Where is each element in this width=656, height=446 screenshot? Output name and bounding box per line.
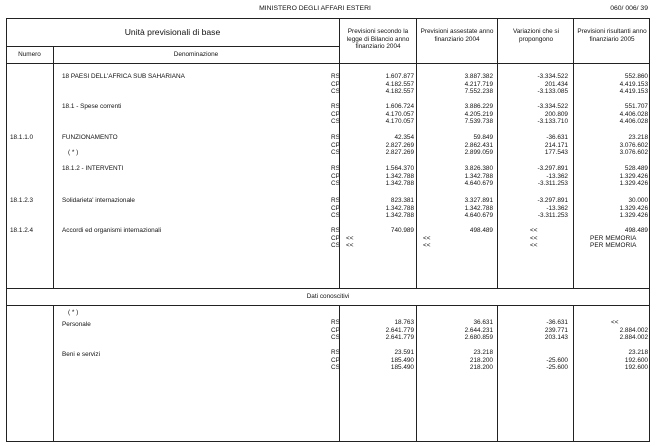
value-legge-2004: 1.607.877 bbox=[385, 73, 414, 80]
value-risultanti-2005: 2.884.002 bbox=[619, 326, 648, 334]
value-legge-2004: 823.381 bbox=[390, 197, 414, 204]
value-risultanti-2005: 1.329.426 bbox=[619, 180, 648, 188]
value-variazioni: << bbox=[530, 227, 538, 234]
value-assestate-2004: 2.899.059 bbox=[464, 149, 493, 157]
value-risultanti-2005: 551.707 bbox=[624, 103, 648, 110]
unit-title: Unità previsionali di base bbox=[124, 27, 221, 37]
value-variazioni: -3.133.710 bbox=[537, 118, 568, 126]
value-legge-2004: 2.641.779 bbox=[385, 334, 414, 342]
value-variazioni: -3.311.253 bbox=[537, 212, 568, 220]
value-assestate-2004: 4.640.679 bbox=[464, 212, 493, 220]
row-label: FUNZIONAMENTO bbox=[62, 134, 118, 141]
row-label: Solidarieta' internazionale bbox=[62, 197, 135, 204]
value-risultanti-2005: 2.884.002 bbox=[619, 334, 648, 342]
col-numero-line bbox=[53, 46, 54, 288]
value-variazioni: -13.362 bbox=[546, 204, 568, 212]
value-assestate-2004: << bbox=[423, 234, 431, 242]
value-assestate-2004: 2.862.431 bbox=[464, 141, 493, 149]
row-code: CS bbox=[331, 118, 340, 126]
row-label: 18.1.2 - INTERVENTI bbox=[62, 165, 124, 172]
row-code: RS bbox=[331, 165, 340, 172]
col4-header: Previsioni risultanti anno finanziario 2005 bbox=[577, 28, 647, 43]
row-label: Accordi ed organismi internazionali bbox=[62, 227, 162, 234]
value-legge-2004: 4.182.557 bbox=[385, 88, 414, 96]
value-variazioni: << bbox=[530, 234, 538, 242]
row-label: 18 PAESI DELL'AFRICA SUB SAHARIANA bbox=[62, 73, 185, 80]
dati-row-label: Personale bbox=[62, 321, 91, 328]
value-assestate-2004: 23.218 bbox=[473, 349, 493, 356]
value-assestate-2004: 218.200 bbox=[469, 356, 493, 364]
value-variazioni: 200.809 bbox=[544, 110, 568, 118]
col2-header: Previsioni assestate anno finanziario 2004 bbox=[420, 28, 494, 43]
value-risultanti-2005: 4.419.153 bbox=[619, 88, 648, 96]
value-assestate-2004: 218.200 bbox=[469, 364, 493, 372]
value-risultanti-2005: 23.218 bbox=[628, 134, 648, 141]
value-assestate-2004: 3.327.891 bbox=[464, 197, 493, 204]
value-legge-2004: 1.342.788 bbox=[385, 204, 414, 212]
value-legge-2004: 4.170.057 bbox=[385, 110, 414, 118]
value-risultanti-2005: 23.218 bbox=[628, 349, 648, 356]
value-risultanti-2005: 1.329.426 bbox=[619, 172, 648, 180]
row-sub-marker: ( * ) bbox=[68, 149, 79, 157]
dati-title: Dati conoscitivi bbox=[306, 293, 350, 300]
page-number: 060/ 006/ 39 bbox=[610, 5, 648, 12]
row-number: 18.1.2.4 bbox=[10, 227, 34, 234]
row-code: CS bbox=[331, 334, 340, 342]
row-code: RS bbox=[331, 73, 340, 80]
value-variazioni: 201.434 bbox=[544, 80, 568, 88]
row-code: RS bbox=[331, 134, 340, 141]
value-assestate-2004: 3.886.229 bbox=[464, 103, 493, 110]
value-variazioni: -3.133.085 bbox=[537, 88, 568, 96]
value-variazioni: << bbox=[530, 242, 538, 250]
col4-line bbox=[573, 18, 574, 288]
dati-bottom-line bbox=[6, 305, 650, 306]
value-legge-2004: 4.170.057 bbox=[385, 118, 414, 126]
value-legge-2004: 1.606.724 bbox=[385, 103, 414, 110]
value-risultanti-2005: PER MEMORIA bbox=[590, 234, 637, 242]
row-code: CS bbox=[331, 212, 340, 220]
value-risultanti-2005: 30.000 bbox=[628, 197, 648, 204]
value-risultanti-2005: << bbox=[611, 319, 619, 326]
col1-header: Previsioni secondo la legge di Bilancio anno finanziario 2004 bbox=[346, 28, 410, 51]
value-risultanti-2005: 4.406.028 bbox=[619, 110, 648, 118]
value-assestate-2004: 2.644.231 bbox=[464, 326, 493, 334]
row-code: CS bbox=[331, 180, 340, 188]
col3-header: Variazioni che si propongono bbox=[512, 28, 560, 43]
value-risultanti-2005: 192.600 bbox=[624, 364, 648, 372]
value-legge-2004: << bbox=[346, 234, 354, 242]
value-risultanti-2005: 1.329.426 bbox=[619, 212, 648, 220]
value-assestate-2004: 4.205.219 bbox=[464, 110, 493, 118]
value-variazioni: -3.334.522 bbox=[537, 103, 568, 110]
row-code: RS bbox=[331, 197, 340, 204]
value-assestate-2004: 2.680.859 bbox=[464, 334, 493, 342]
value-assestate-2004: << bbox=[423, 242, 431, 250]
value-legge-2004: 23.591 bbox=[394, 349, 414, 356]
value-legge-2004: 2.641.779 bbox=[385, 326, 414, 334]
row-code: CS bbox=[331, 149, 340, 157]
value-variazioni: -13.362 bbox=[546, 172, 568, 180]
value-risultanti-2005: 552.860 bbox=[624, 73, 648, 80]
value-assestate-2004: 1.342.788 bbox=[464, 172, 493, 180]
value-variazioni: -3.297.891 bbox=[537, 197, 568, 204]
value-legge-2004: << bbox=[346, 242, 354, 250]
dati-col-numero-line bbox=[53, 305, 54, 442]
dati-star-marker: ( * ) bbox=[68, 309, 79, 316]
value-variazioni: -36.631 bbox=[546, 134, 568, 141]
value-variazioni: 214.171 bbox=[544, 141, 568, 149]
value-legge-2004: 185.490 bbox=[390, 364, 414, 372]
value-assestate-2004: 7.552.238 bbox=[464, 88, 493, 96]
value-legge-2004: 740.989 bbox=[390, 227, 414, 234]
value-legge-2004: 42.354 bbox=[394, 134, 414, 141]
row-code: CP bbox=[331, 110, 340, 118]
value-variazioni: -3.334.522 bbox=[537, 73, 568, 80]
value-variazioni: -3.297.891 bbox=[537, 165, 568, 172]
value-risultanti-2005: 3.076.602 bbox=[619, 141, 648, 149]
value-risultanti-2005: 498.489 bbox=[624, 227, 648, 234]
row-code: CP bbox=[331, 356, 340, 364]
row-number: 18.1.1.0 bbox=[10, 134, 34, 141]
row-code: CP bbox=[331, 326, 340, 334]
value-risultanti-2005: 192.600 bbox=[624, 356, 648, 364]
dati-col4-line bbox=[573, 305, 574, 442]
value-assestate-2004: 7.539.738 bbox=[464, 118, 493, 126]
row-number: 18.1.2.3 bbox=[10, 197, 34, 204]
value-assestate-2004: 36.631 bbox=[473, 319, 493, 326]
value-risultanti-2005: 4.406.028 bbox=[619, 118, 648, 126]
row-code: CS bbox=[331, 88, 340, 96]
row-code: RS bbox=[331, 349, 340, 356]
value-assestate-2004: 498.489 bbox=[469, 227, 493, 234]
ministry-title: MINISTERO DEGLI AFFARI ESTERI bbox=[259, 5, 371, 12]
value-assestate-2004: 4.640.679 bbox=[464, 180, 493, 188]
value-variazioni: -25.600 bbox=[546, 364, 568, 372]
value-variazioni: -3.311.253 bbox=[537, 180, 568, 188]
value-assestate-2004: 59.849 bbox=[473, 134, 493, 141]
value-risultanti-2005: 4.419.153 bbox=[619, 80, 648, 88]
value-assestate-2004: 4.217.719 bbox=[464, 80, 493, 88]
col2-line bbox=[416, 18, 417, 288]
row-code: CP bbox=[331, 204, 340, 212]
header-bottom-line bbox=[6, 63, 650, 64]
row-code: CP bbox=[331, 80, 340, 88]
row-code: CP bbox=[331, 234, 340, 242]
value-variazioni: 177.543 bbox=[544, 149, 568, 157]
value-legge-2004: 18.763 bbox=[394, 319, 414, 326]
value-legge-2004: 1.564.370 bbox=[385, 165, 414, 172]
row-code: RS bbox=[331, 227, 340, 234]
value-risultanti-2005: PER MEMORIA bbox=[590, 242, 637, 250]
value-legge-2004: 4.182.557 bbox=[385, 80, 414, 88]
dati-col2-line bbox=[416, 305, 417, 442]
dati-row-label: Beni e servizi bbox=[62, 351, 101, 358]
value-risultanti-2005: 3.076.602 bbox=[619, 149, 648, 157]
value-legge-2004: 1.342.788 bbox=[385, 180, 414, 188]
row-code: CS bbox=[331, 242, 340, 250]
value-assestate-2004: 1.342.788 bbox=[464, 204, 493, 212]
row-code: CP bbox=[331, 172, 340, 180]
header-divider bbox=[6, 46, 339, 47]
row-code: RS bbox=[331, 319, 340, 326]
value-variazioni: -36.631 bbox=[546, 319, 568, 326]
value-variazioni: 239.771 bbox=[544, 326, 568, 334]
value-risultanti-2005: 528.489 bbox=[624, 165, 648, 172]
dati-col3-line bbox=[497, 305, 498, 442]
value-legge-2004: 2.827.269 bbox=[385, 149, 414, 157]
value-variazioni: 203.143 bbox=[544, 334, 568, 342]
col3-line bbox=[497, 18, 498, 288]
dati-top-line bbox=[6, 288, 650, 289]
value-legge-2004: 185.490 bbox=[390, 356, 414, 364]
value-assestate-2004: 3.826.380 bbox=[464, 165, 493, 172]
col-denominazione-header: Denominazione bbox=[173, 51, 219, 58]
row-code: RS bbox=[331, 103, 340, 110]
value-variazioni: -25.600 bbox=[546, 356, 568, 364]
row-label: 18.1 - Spese correnti bbox=[62, 103, 122, 110]
row-code: CS bbox=[331, 364, 340, 372]
value-legge-2004: 1.342.788 bbox=[385, 172, 414, 180]
value-legge-2004: 1.342.788 bbox=[385, 212, 414, 220]
value-risultanti-2005: 1.329.426 bbox=[619, 204, 648, 212]
value-assestate-2004: 3.887.382 bbox=[464, 73, 493, 80]
value-legge-2004: 2.827.269 bbox=[385, 141, 414, 149]
col-numero-header: Numero bbox=[18, 51, 41, 58]
row-code: CP bbox=[331, 141, 340, 149]
